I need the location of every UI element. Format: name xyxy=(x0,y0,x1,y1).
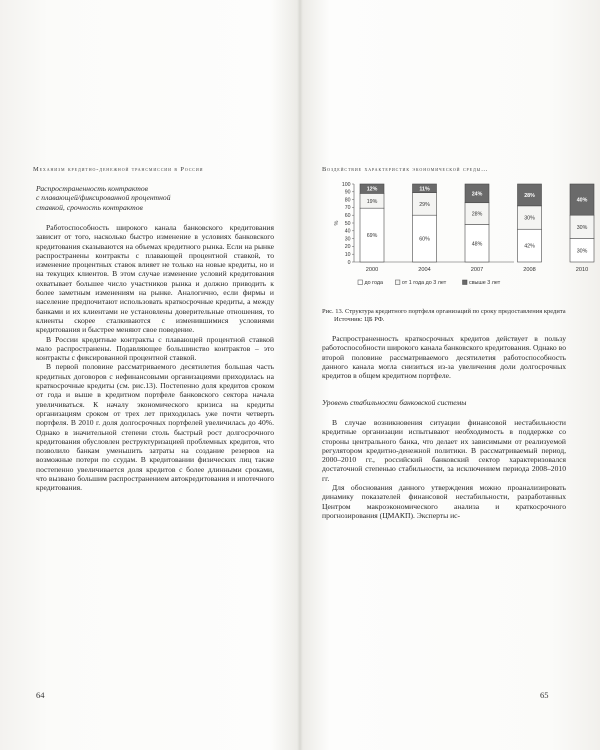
data-label: 69% xyxy=(366,233,378,240)
y-tick-label: 70 xyxy=(344,205,351,212)
data-label: 30% xyxy=(524,215,535,222)
legend-label: от 1 года до 3 лет xyxy=(401,280,447,286)
data-label: 29% xyxy=(419,201,430,208)
caption-source: Источник: ЦБ РФ. xyxy=(334,316,385,323)
legend-swatch xyxy=(358,280,363,285)
x-tick-label: 2004 xyxy=(418,267,431,273)
data-label: 28% xyxy=(524,192,535,199)
y-tick-label: 20 xyxy=(344,244,351,251)
y-tick-label: 50 xyxy=(344,220,351,227)
legend-label: свыше 3 лет xyxy=(469,280,501,286)
right-page xyxy=(302,0,600,750)
data-label: 24% xyxy=(471,191,483,198)
data-label: 60% xyxy=(419,236,430,243)
y-tick-label: 80 xyxy=(344,197,351,204)
right-paragraph-1: Распространенность краткосрочных кредитов действует в пользу работоспособности широкого канала банковского кредитования. Однако во второй половине рассматриваемого десятилетия работоспособность данного канала могла снизиться из-за увеличения доли долгосрочных кредитов в общем кредитном портфеле. xyxy=(322,334,566,381)
y-axis-label: % xyxy=(334,220,340,226)
data-label: 12% xyxy=(366,186,378,193)
y-tick-label: 30 xyxy=(344,236,351,243)
data-label: 11% xyxy=(419,186,430,193)
right-body-text-2 xyxy=(322,418,566,520)
right-paragraph-3: Для обоснования данного утверждения можно проанализировать динамику показателей финансовой нестабильности, разработанных Центром макроэкономического анализа и краткосрочного прогнозирования (ЦМАКП). Эксперты ис- xyxy=(322,483,566,520)
data-label: 30% xyxy=(576,248,588,255)
y-tick-label: 60 xyxy=(344,213,351,219)
heading-line-1: Распространенность контрактов xyxy=(36,184,148,193)
x-tick-label: 2010 xyxy=(575,267,589,273)
right-page-number: 65 xyxy=(540,690,549,700)
legend-swatch xyxy=(463,280,468,285)
y-tick-label: 100 xyxy=(341,181,351,188)
figure-caption xyxy=(322,308,566,324)
right-paragraph-2: В случае возникновения ситуации финансовой нестабильности кредитные организации испытывают необходимость в поддержке со стороны центрального банка, что делает их зависимыми от реализуемой регулятором кредитно-денежной политики. В рассматриваемый период, 2000–2010 гг., российский банковский сектор характеризовался достаточной степенью стабильности, за исключением периода 2008–2010 гг. xyxy=(322,418,566,483)
right-body-text-1 xyxy=(322,334,566,380)
left-page-number: 64 xyxy=(36,690,45,700)
data-label: 28% xyxy=(471,211,483,218)
data-label: 48% xyxy=(471,241,483,248)
left-paragraph-3: В первой половине рассматриваемого десятилетия большая часть кредитных договоров с нефинансовыми организациями приходилась на краткосрочные кредиты (см. рис.13). Постепенно доля кредитов сроком от года и выше в кредитном портфеле банковского сектора начала увеличиваться. К началу экономического кризиса на кредиты организациям сроком от трех лет приходилась уже почти четверть портфеля. В 2010 г. доля долгосрочных портфелей увеличилась до 40%. Однако в значительной степени столь быстрый рост долгосрочного кредитования обусловлен реструктуризацией проблемных кредитов, что позволило банкам уменьшить затраты на создание резервов на возможные потери по ссудам. В кредитовании физических лиц также постепенно увеличивается доля кредитов с более длинными сроками, что вызвано большим распространением автокредитования и ипотечного кредитования. xyxy=(36,362,274,493)
caption-title: Рис. 13. Структура кредитного портфеля организаций по сроку предоставления кредита xyxy=(322,308,566,315)
heading-line-3: ставкой, срочность контрактов xyxy=(36,202,143,212)
left-page xyxy=(0,0,298,750)
right-section-heading: Уровень стабильности банковской системы xyxy=(322,398,467,407)
data-label: 19% xyxy=(366,198,378,205)
y-tick-label: 10 xyxy=(344,252,351,258)
data-label: 42% xyxy=(524,243,535,250)
x-tick-label: 2007 xyxy=(470,267,484,273)
left-body-text xyxy=(36,223,274,493)
credit-structure-chart xyxy=(302,176,600,304)
y-tick-label: 40 xyxy=(344,228,351,235)
right-running-head: Воздействие характеристик экономической среды… xyxy=(322,166,489,173)
left-paragraph-2: В России кредитные контракты с плавающей процентной ставкой мало распространены. Подавляющее большинство контрактов – это контракты с фиксированной процентной ставкой. xyxy=(36,334,274,363)
heading-line-2: с плавающей/фиксированной процентной xyxy=(36,193,171,203)
y-tick-label: 90 xyxy=(344,189,351,196)
legend-swatch xyxy=(395,280,400,285)
data-label: 30% xyxy=(576,224,588,231)
y-tick-label: 0 xyxy=(347,259,351,266)
left-paragraph-1: Работоспособность широкого канала банковского кредитования зависит от того, насколько быстро изменение в условиях банковского кредитования сказываются на объемах кредитного рынка. Если на рынке распространены контракты с плавающей процентной ставкой, то изменение процентных ставок влияет не только на новые кредиты, но и на текущих клиентов. В этом случае изменение условий кредитования охватывает большее число участников рынка и должно приводить к более заметным изменениям на рынке. Аналогично, если фирмы и население предпочитают использовать краткосрочные кредиты, а между банками и их клиентами не установлены доверительные отношения, то клиенты скорее сталкиваются с изменившимися условиями кредитования и быстрее меняют свое поведение. xyxy=(36,223,274,335)
x-tick-label: 2008 xyxy=(523,267,536,273)
left-section-heading xyxy=(36,184,266,212)
x-tick-label: 2000 xyxy=(365,267,379,273)
legend-label: до года xyxy=(364,280,384,286)
data-label: 40% xyxy=(576,197,588,204)
left-running-head: Механизм кредитно-денежной трансмиссии в России xyxy=(33,166,204,173)
